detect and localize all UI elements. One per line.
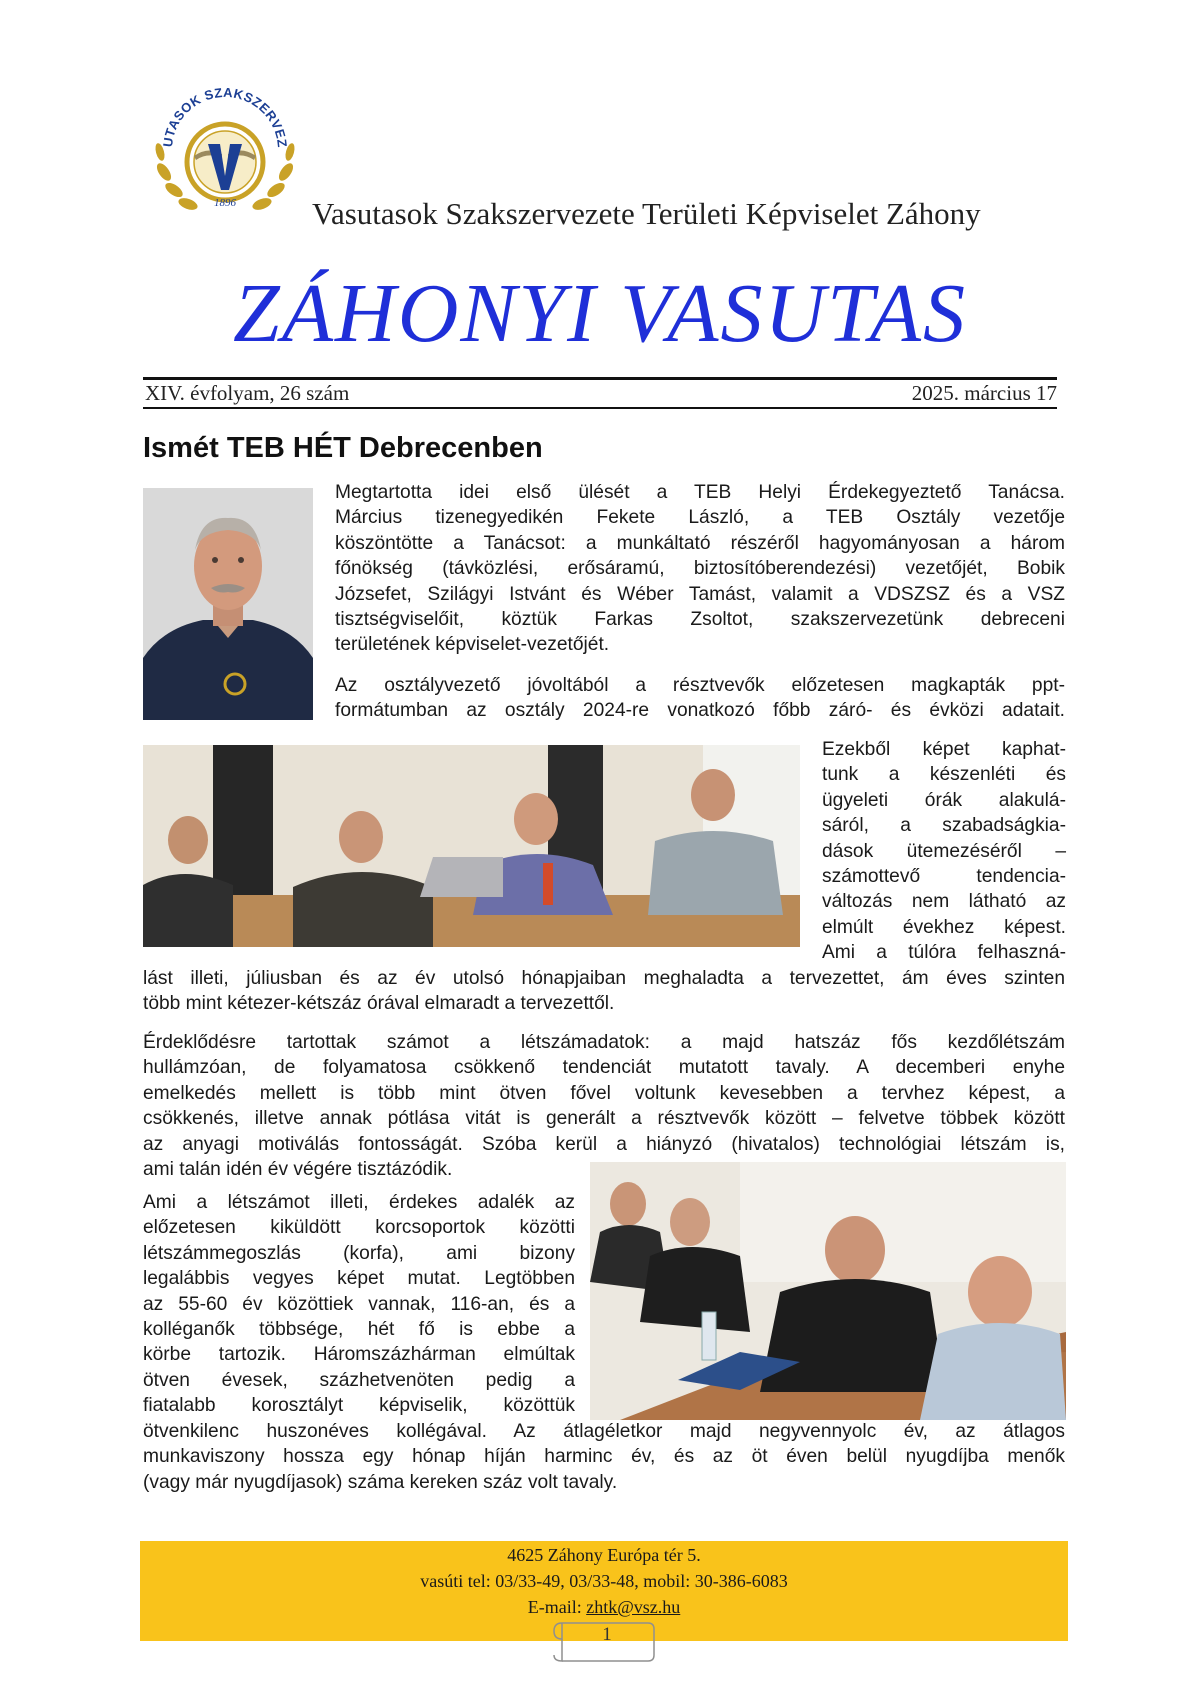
paragraph-3: Érdeklődésre tartottak számot a létszámadatok: a majd hatszáz fős kezdőlétszám hullámzóan, de folyamatosa csökkenő tendenciát mutatott tavaly. A decemberi enyhe emelkedés mellett is több mint ötven fővel voltunk kevesebben a tervhez képest, a csökkenés, illetve annak pótlása vitát is generált a résztvevők között – felvetve többek között az anyagi motiválás fontosságát. Szóba kerül a hiányzó (hivatalos) technológiai létszám is, ami talán idén év végére tisztázódik. xyxy=(143,1032,1065,1181)
footer-address: 4625 Záhony Európa tér 5. xyxy=(507,1545,701,1565)
svg-text:VASUTASOK SZAKSZERVEZETE: UTASOK SZAKSZERVEZ xyxy=(159,84,291,149)
paragraph-1: Megtartotta idei első ülését a TEB Helyi Érdekegyeztető Tanácsa. Március tizenegyedikén Fekete László, a TEB Osztály vezetője köszöntötte a Tanácsot: a munkáltató részéről hagyományosan a három főnökség (távközlési, erősáramú, biztosítóberendezési) vezetőjét, Bobik Józsefet, Szilágyi Istvánt és Wéber Tamást, valamit a VDSZSZ és a VSZ tisztségviselőit, köztük Farkas Zsoltot, szakszervezetünk debreceni területének képviselet-vezetőjét. xyxy=(335,482,1065,656)
masthead-title: ZÁHONYI VASUTAS xyxy=(233,267,967,360)
footer-email-label: E-mail: xyxy=(527,1597,587,1617)
meeting-photo-2 xyxy=(590,1162,1066,1420)
paragraph-2-tail: lást illeti, júliusban és az év utolsó hónapjaiban meghaladta a tervezettet, ám éves szinten több mint kétezer-kétszáz órával elmaradt a tervezettől. xyxy=(143,968,1065,1015)
svg-text:1896: 1896 xyxy=(214,197,236,209)
paragraph-2-column: Ezekből képet kaphat- tunk a készenléti és ügyeleti órák alakulá- sáról, a szabadságkia- dások ütemezéséről – számottevő tendencia- változás nem látható az elmúlt évekhez képest. Ami a túlóra felhaszná- xyxy=(822,739,1066,964)
issue-number: XIV. évfolyam, 26 szám xyxy=(145,381,350,405)
masthead-rule-top xyxy=(143,377,1057,380)
paragraph-2-intro: Az osztályvezető jóvoltából a résztvevők előzetesen magkapták ppt- formátumban az osztály 2024-re vonatkozó főbb záró- és évközi adatait. xyxy=(335,675,1065,722)
masthead-rule-bottom xyxy=(143,407,1057,409)
portrait-photo xyxy=(143,488,313,720)
issue-date: 2025. március 17 xyxy=(911,381,1057,405)
paragraph-4-column: Ami a létszámot illeti, érdekes adalék az előzetesen kiküldött korcsoportok közötti létszámmegoszlás (korfa), ami bizony legalábbis vegyes képet mutat. Legtöbben az 55-60 év közöttiek vannak, 116-an, és a kolléganők többsége, hét fő is ebbe a körbe tartozik. Háromszázhárman elmúltak ötven évesek, százhetvenöten pedig a fiatalabb korosztályt képviselik, közöttük xyxy=(143,1192,575,1417)
article-headline: Ismét TEB HÉT Debrecenben xyxy=(143,432,543,464)
paragraph-4-tail: ötvenkilenc huszonéves kollégával. Az átlagéletkor majd negyvennyolc év, az átlagos munkaviszony hossza egy hónap híján harminc év, és az öt éven belül nyugdíjba menők (vagy már nyugdíjasok) száma kereken száz volt tavaly. xyxy=(143,1421,1065,1493)
footer-email-link[interactable]: zhtk@vsz.hu xyxy=(586,1597,681,1617)
org-name: Vasutasok Szakszervezete Területi Képviselet Záhony xyxy=(312,196,981,231)
page-number: 1 xyxy=(602,1624,612,1645)
union-logo xyxy=(150,72,300,222)
footer-email-line xyxy=(140,1597,1068,1618)
footer-phones: vasúti tel: 03/33-49, 03/33-48, mobil: 30-386-6083 xyxy=(420,1571,788,1591)
meeting-photo-1 xyxy=(143,745,800,947)
